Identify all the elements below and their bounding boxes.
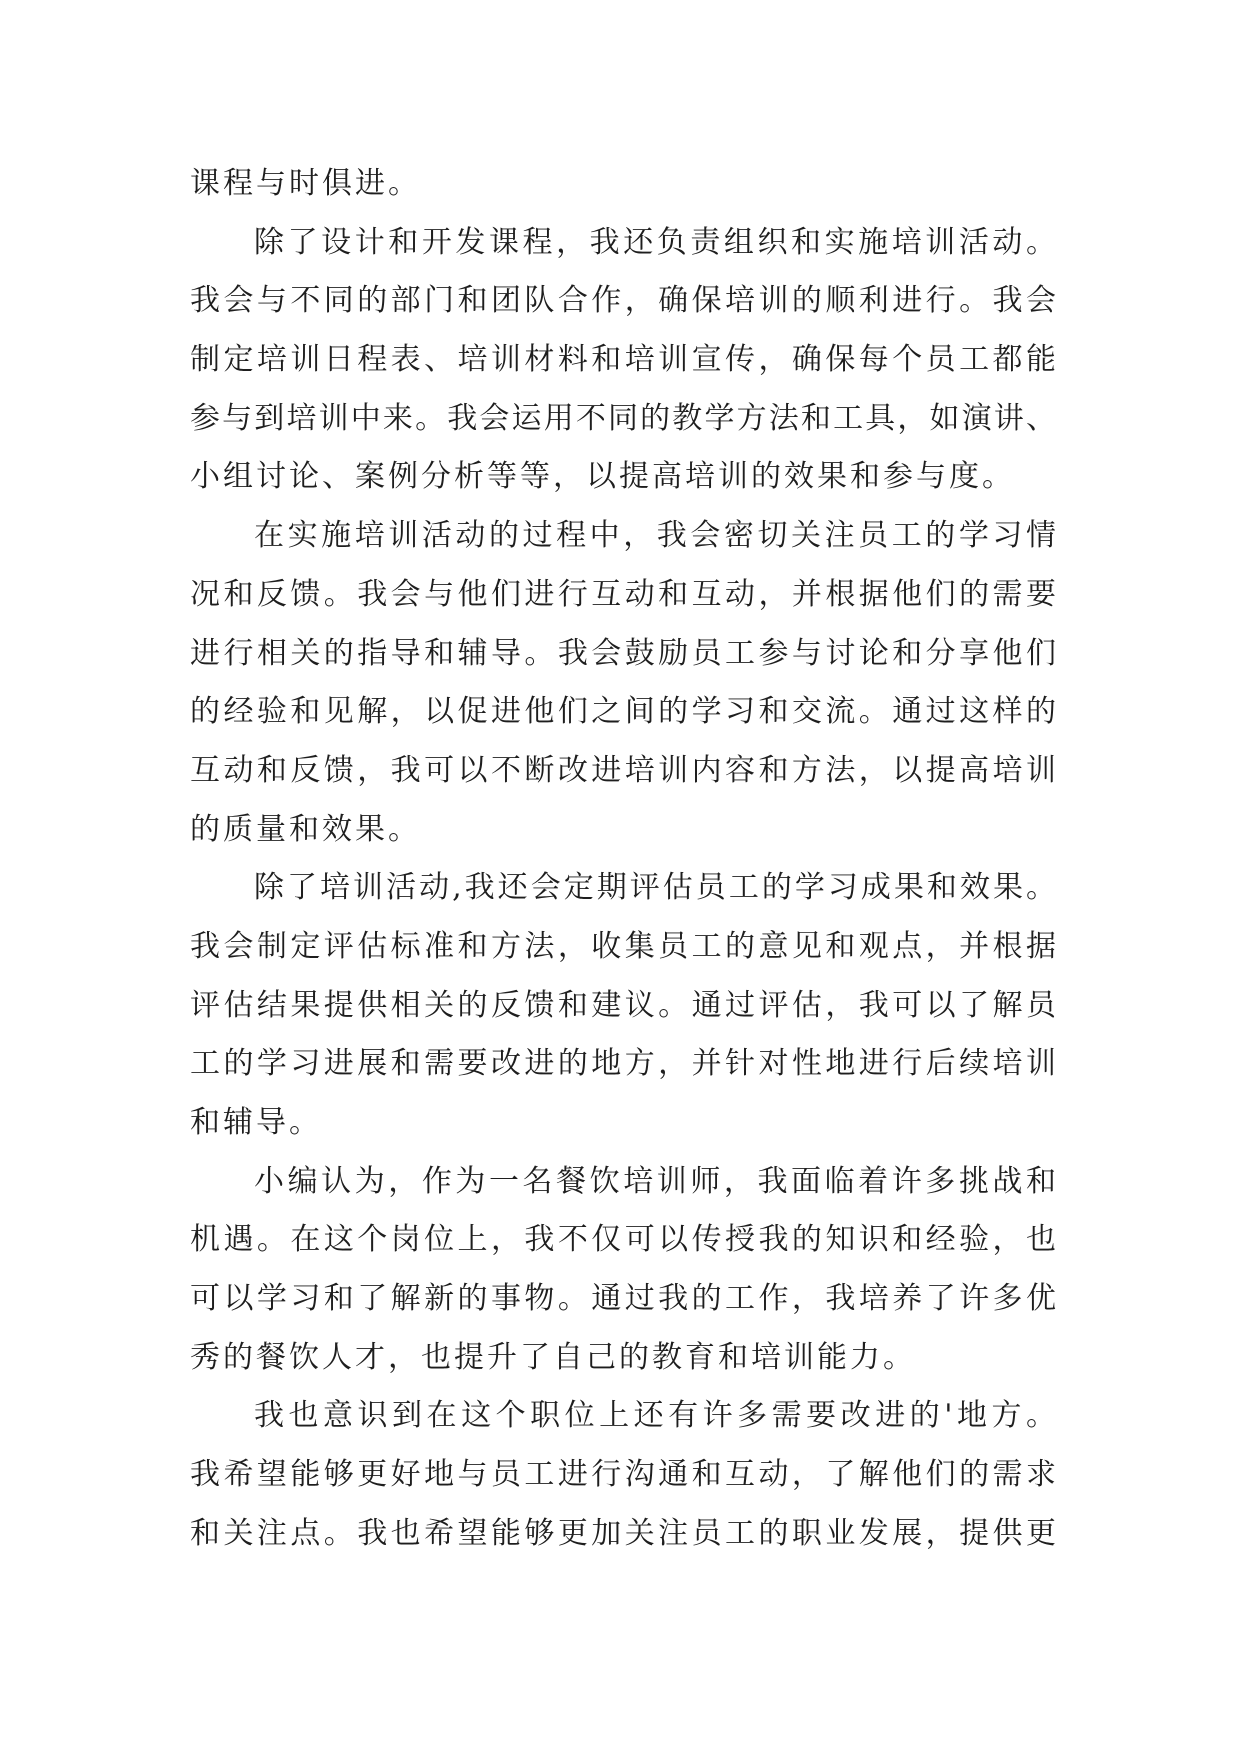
text-line: 互动和反馈，我可以不断改进培训内容和方法，以提高培训 [190,752,1056,788]
paragraph [190,859,1056,1152]
paragraph [190,1387,1056,1563]
text-line: 除了设计和开发课程，我还负责组织和实施培训活动。 [254,224,1056,260]
text-line: 机遇。在这个岗位上，我不仅可以传授我的知识和经验，也 [190,1222,1056,1258]
text-line: 和辅导。 [190,1105,322,1140]
text-line: 小编认为，作为一名餐饮培训师，我面临着许多挑战和 [254,1163,1056,1199]
text-line: 的质量和效果。 [190,811,421,847]
text-line: 和关注点。我也希望能够更加关注员工的职业发展，提供更 [190,1515,1056,1551]
text-line: 制定培训日程表、培训材料和培训宣传，确保每个员工都能 [190,342,1056,378]
text-line: 课程与时俱进。 [190,166,421,201]
text-line: 除了培训活动,我还会定期评估员工的学习成果和效果。 [254,870,1056,906]
text-line: 进行相关的指导和辅导。我会鼓励员工参与讨论和分享他们 [190,635,1056,671]
text-line: 参与到培训中来。我会运用不同的教学方法和工具，如演讲、 [190,400,1056,436]
body-text [190,155,1056,1564]
text-line: 工的学习进展和需要改进的地方，并针对性地进行后续培训 [190,1046,1056,1082]
text-line: 我会与不同的部门和团队合作，确保培训的顺利进行。我会 [190,283,1056,319]
paragraph [190,155,1056,214]
text-line: 评估结果提供相关的反馈和建议。通过评估，我可以了解员 [190,987,1056,1023]
paragraph [190,1153,1056,1388]
text-line: 我会制定评估标准和方法，收集员工的意见和观点，并根据 [190,928,1056,964]
text-line: 可以学习和了解新的事物。通过我的工作，我培养了许多优 [190,1281,1056,1317]
text-line: 的经验和见解，以促进他们之间的学习和交流。通过这样的 [190,694,1056,730]
text-line: 秀的餐饮人才，也提升了自己的教育和培训能力。 [190,1339,916,1375]
text-line: 我希望能够更好地与员工进行沟通和互动，了解他们的需求 [190,1457,1056,1493]
text-line: 在实施培训活动的过程中，我会密切关注员工的学习情 [254,518,1056,554]
paragraph [190,214,1056,507]
text-line: 我也意识到在这个职位上还有许多需要改进的'地方。 [254,1398,1056,1434]
text-line: 况和反馈。我会与他们进行互动和互动，并根据他们的需要 [190,576,1056,612]
text-line: 小组讨论、案例分析等等，以提高培训的效果和参与度。 [190,459,1015,495]
paragraph [190,507,1056,859]
